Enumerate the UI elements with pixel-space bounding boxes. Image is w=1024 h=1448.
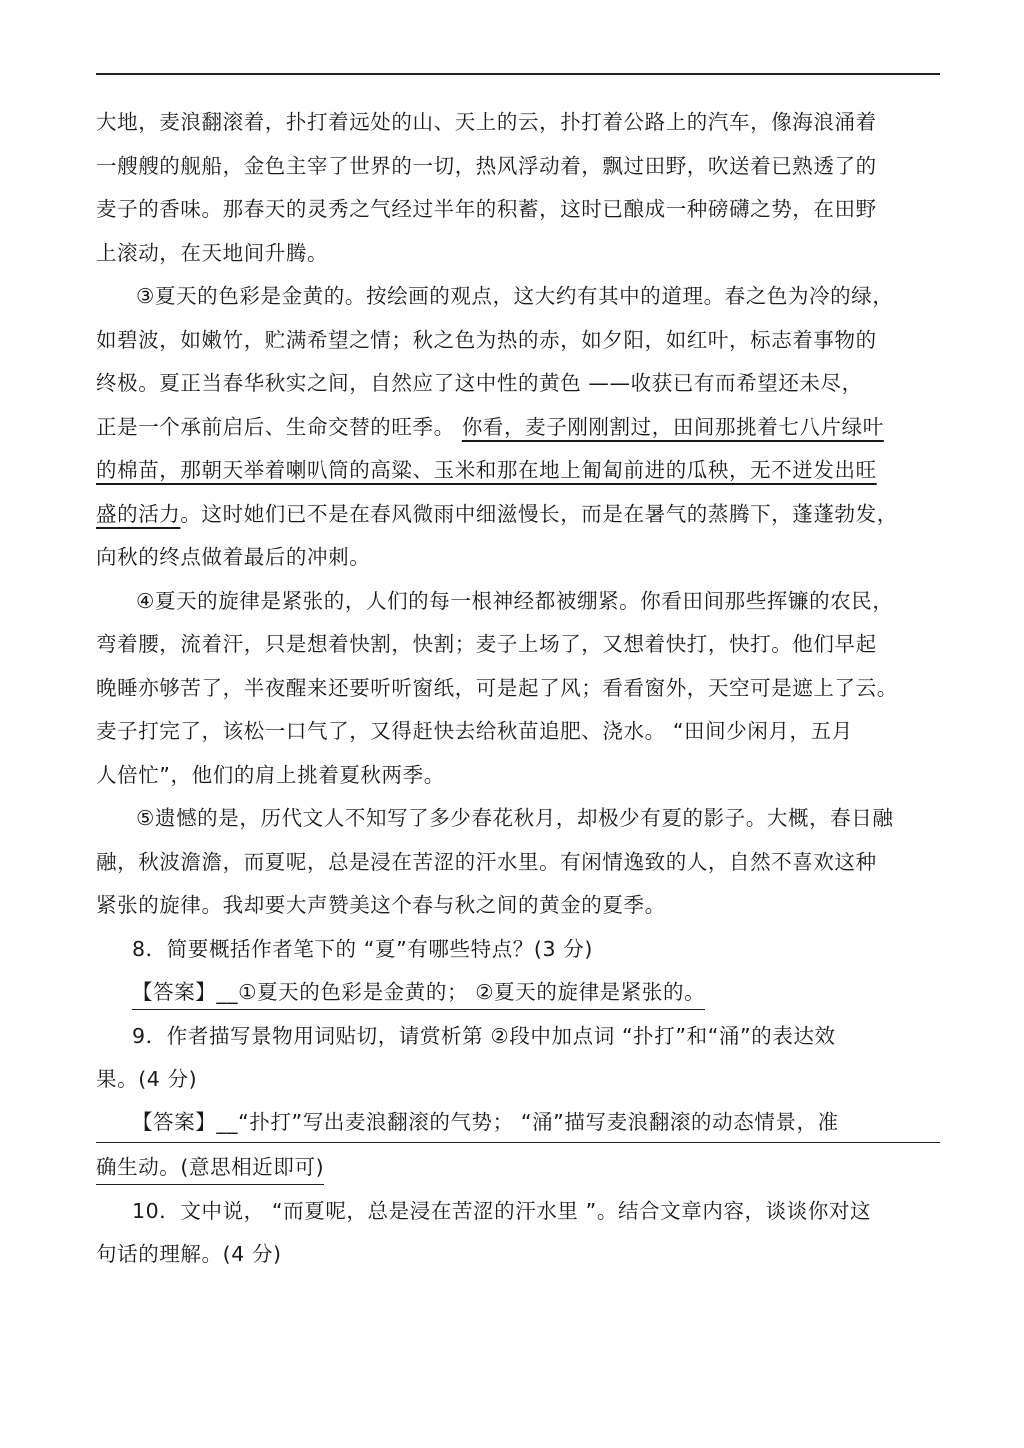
answer-text: 确生动。(意思相近即可) [96, 1150, 324, 1185]
paragraph-5 [96, 797, 940, 928]
question-9 [96, 1015, 940, 1190]
text-line: 人倍忙”，他们的肩上挑着夏秋两季。 [96, 762, 445, 787]
question-text: 句话的理解。(4 分) [96, 1242, 282, 1266]
paragraph-4 [96, 580, 940, 798]
text-line: ④夏天的旋律是紧张的，人们的每一根神经都被绷紧。你看田间那些挥镰的农民， [136, 588, 894, 613]
text-line [96, 449, 940, 493]
text-line: 上滚动，在天地间升腾。 [96, 240, 329, 265]
text-line: ⑤遗憾的是，历代文人不知写了多少春花秋月，却极少有夏的影子。大概，春日融 [136, 806, 894, 830]
header-rule [96, 73, 940, 75]
paragraph-2-continuation [96, 101, 940, 275]
plain-text: 正是一个承前启后、生命交替的旺季。 [96, 414, 462, 439]
text-line: 大地，麦浪翻滚着，扑打着远处的山、天上的云，扑打着公路上的汽车，像海浪涌着 [96, 110, 877, 134]
text-line: 麦子的香味。那春天的灵秀之气经过半年的积蓄，这时已酿成一种磅礴之势，在田野 [96, 197, 877, 221]
underlined-text: 的棉苗，那朝天举着喇叭筒的高粱、玉米和那在地上匍匐前进的瓜秧，无不迸发出旺 [96, 458, 877, 482]
underlined-text: 你看，麦子刚刚割过，田间那挑着七八片绿叶 [461, 414, 884, 439]
text-line: 一艘艘的舰船，金色主宰了世界的一切，热风浮动着，飘过田野，吹送着已熟透了的 [96, 153, 877, 178]
answer-text: 【答案】__①夏天的色彩是金黄的； ②夏天的旋律是紧张的。 [132, 975, 705, 1010]
plain-text: 。这时她们已不是在春风微雨中细滋慢长，而是在暑气的蒸腾下，蓬蓬勃发， [180, 501, 898, 526]
question-text: 8．简要概括作者笔下的 “夏”有哪些特点？(3 分) [132, 936, 593, 961]
question-text: 10．文中说， “而夏呢，总是浸在苦涩的汗水里 ”。结合文章内容，谈谈你对这 [132, 1198, 872, 1223]
underlined-text: 盛的活力 [96, 501, 181, 526]
text-line [96, 406, 940, 450]
text-line: 向秋的终点做着最后的冲刺。 [96, 545, 371, 569]
answer-8 [96, 971, 940, 1015]
text-line: 弯着腰，流着汗，只是想着快割，快割；麦子上场了，又想着快打，快打。他们早起 [96, 632, 877, 656]
answer-9-line-2 [96, 1146, 940, 1190]
text-line: 融，秋波澹澹，而夏呢，总是浸在苦涩的汗水里。有闲情逸致的人，自然不喜欢这种 [96, 849, 877, 874]
text-line: 如碧波，如嫩竹，贮满希望之情；秋之色为热的赤，如夕阳，如红叶，标志着事物的 [96, 327, 877, 352]
question-10 [96, 1190, 940, 1277]
text-line: ③夏天的色彩是金黄的。按绘画的观点，这大约有其中的道理。春之色为冷的绿， [136, 284, 894, 308]
text-line [96, 493, 940, 537]
text-line: 终极。夏正当春华秋实之间，自然应了这中性的黄色 ——收获已有而希望还未尽， [96, 371, 863, 395]
question-text: 果。(4 分) [96, 1067, 198, 1091]
question-text: 9．作者描写景物用词贴切，请赏析第 ②段中加点词 “扑打”和“涌”的表达效 [132, 1023, 836, 1048]
text-line: 晚睡亦够苦了，半夜醒来还要听听窗纸，可是起了风；看看窗外，天空可是遮上了云。 [96, 675, 898, 700]
question-8 [96, 928, 940, 1015]
document-body [96, 101, 940, 1277]
answer-text: 【答案】__“扑打”写出麦浪翻滚的气势； “涌”描写麦浪翻滚的动态情景，准 [96, 1102, 940, 1143]
text-line: 麦子打完了，该松一口气了，又得赶快去给秋苗追肥、浇水。 “田间少闲月，五月 [96, 719, 853, 743]
text-line: 紧张的旋律。我却要大声赞美这个春与秋之间的黄金的夏季。 [96, 893, 666, 917]
paragraph-3 [96, 275, 940, 580]
